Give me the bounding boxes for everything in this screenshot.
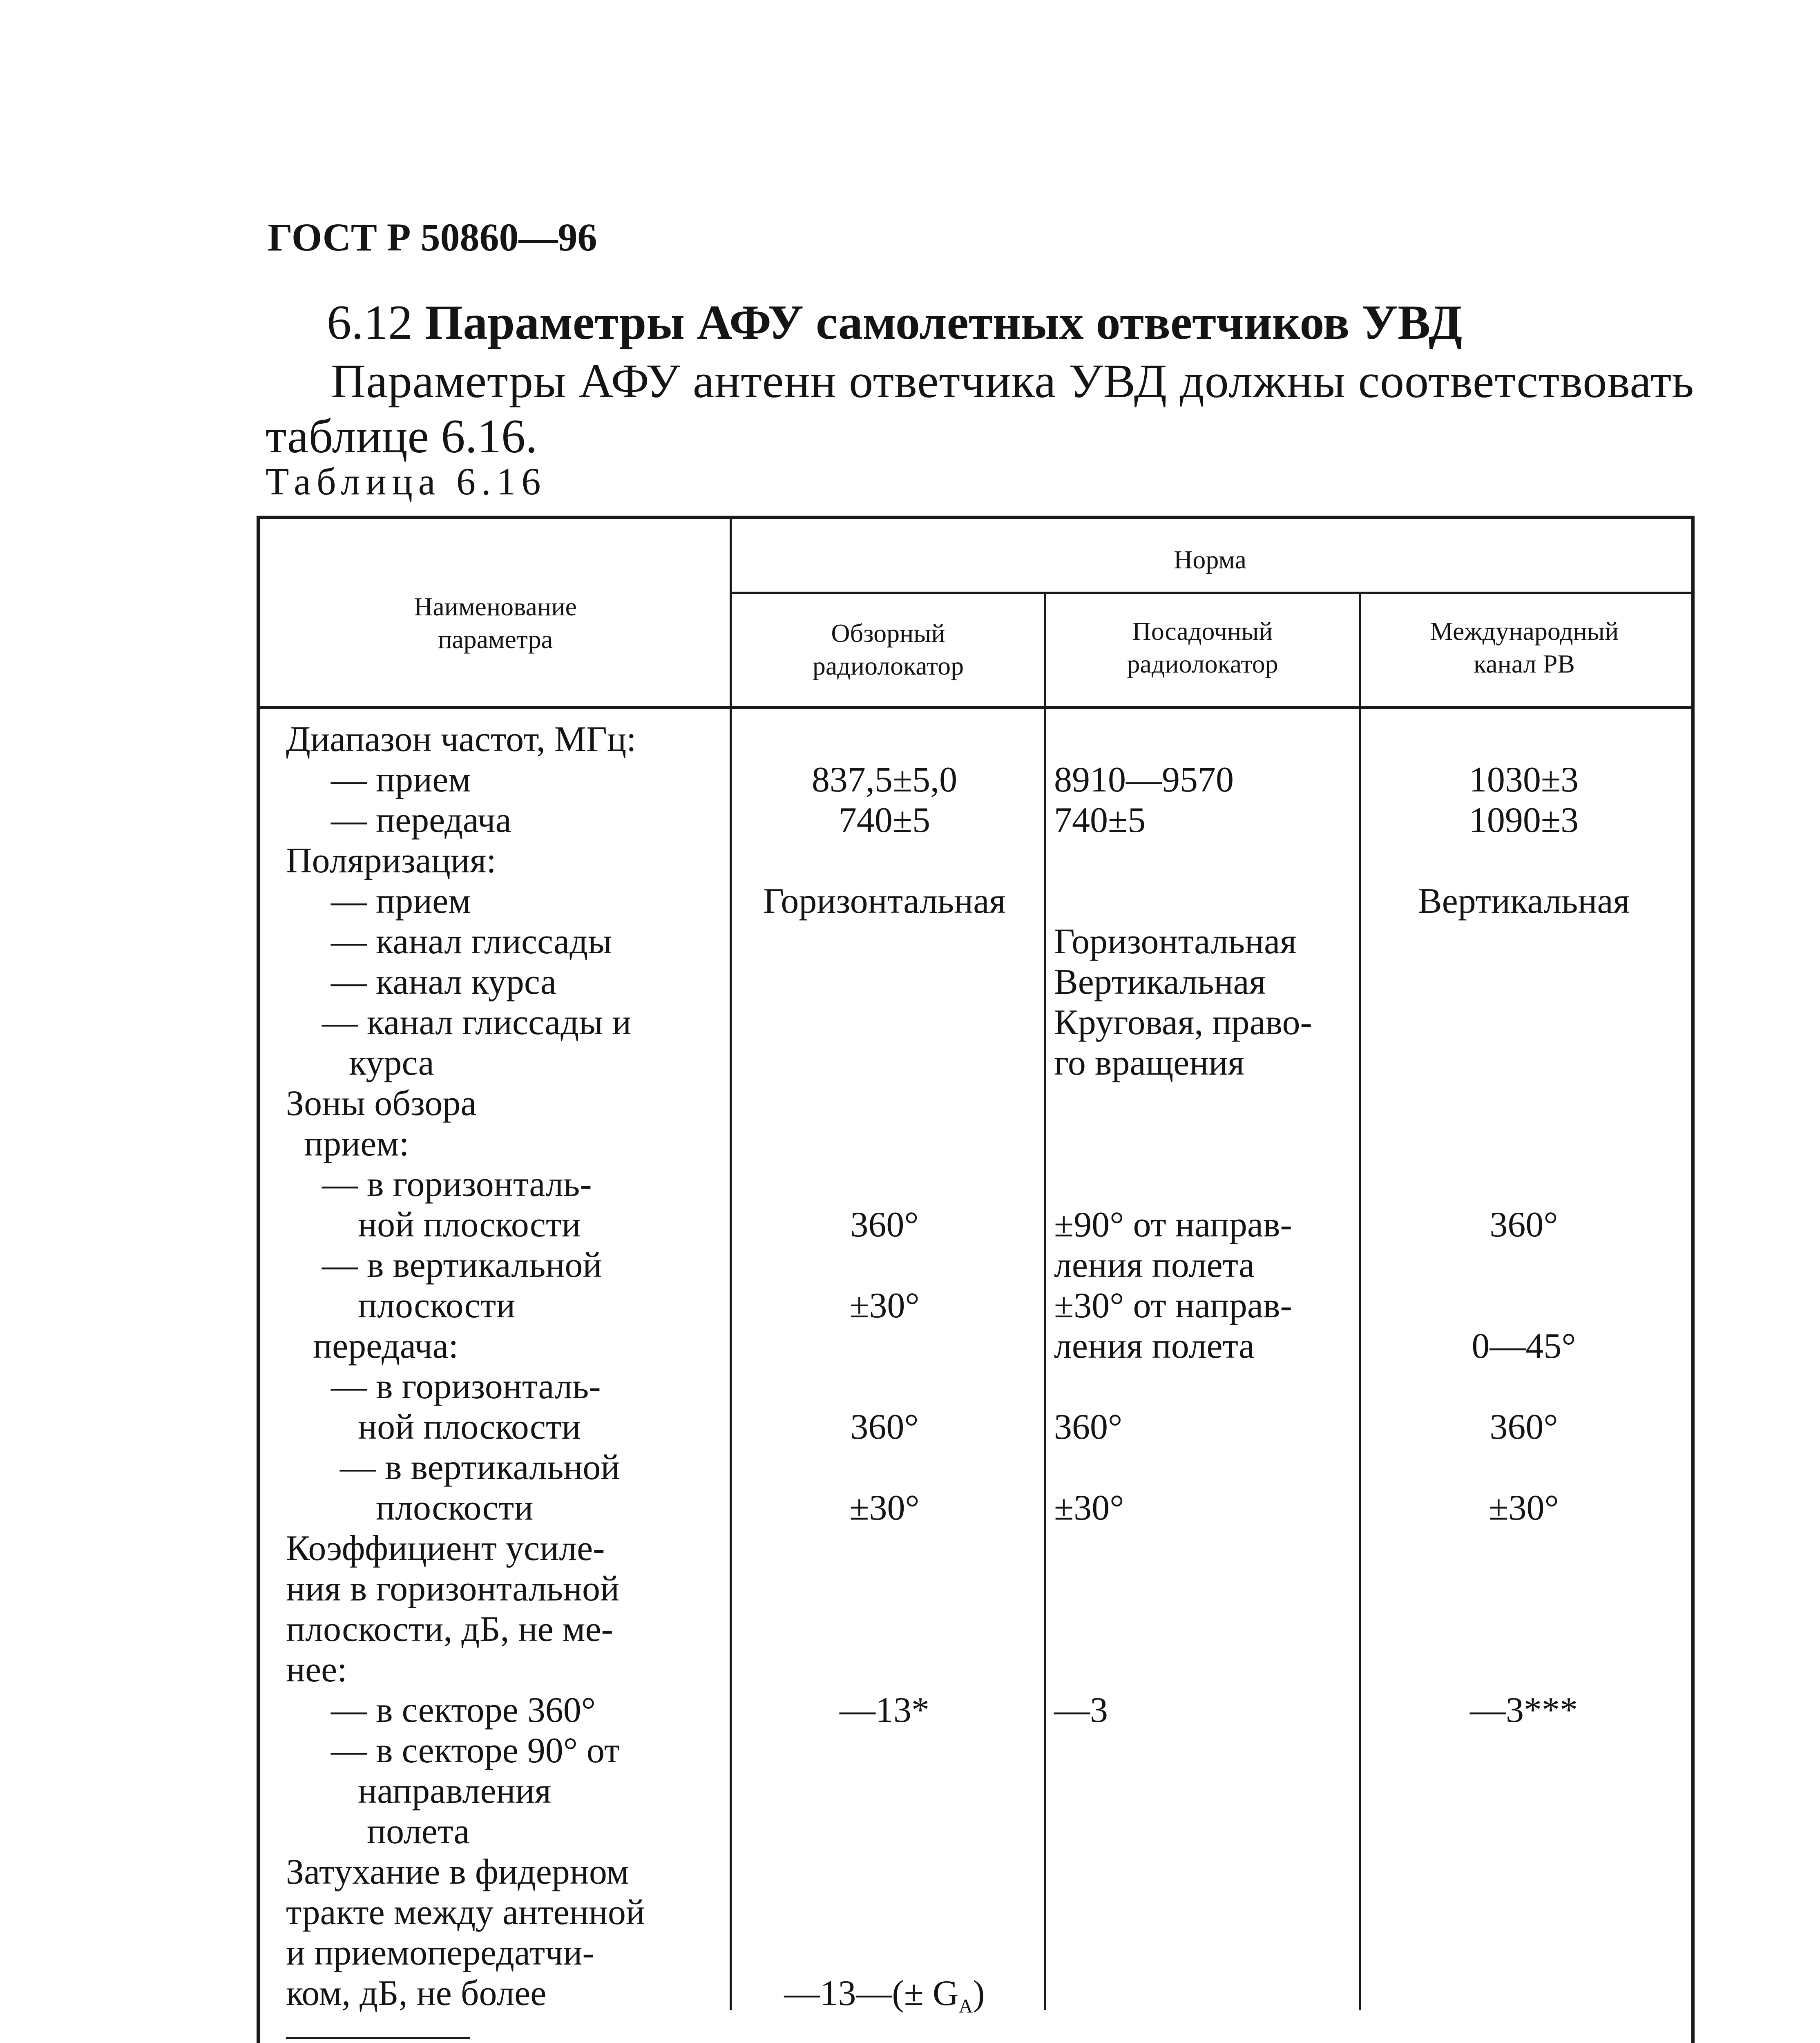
table-cell-p-22: плоскости, дБ, не ме- — [286, 1609, 613, 1649]
table-cell-c-29 — [1356, 1892, 1691, 1933]
table-cell-b-24: —3 — [1054, 1690, 1108, 1730]
table-cell-a-20 — [731, 1528, 1038, 1569]
table-cell-p-10: прием: — [286, 1124, 409, 1164]
table-cell-a-9 — [731, 1083, 1038, 1124]
intl-channel-column — [1356, 719, 1691, 2014]
table-cell-b-23 — [1054, 1650, 1356, 1690]
table-cell-b-8: го вращения — [1054, 1043, 1244, 1083]
table-cell-b-15: ления полета — [1054, 1326, 1255, 1366]
table-cell-a-17: 360° — [850, 1407, 919, 1447]
table-cell-a-8 — [731, 1043, 1038, 1083]
header-col-survey-radar: Обзорный радиолокатор — [812, 619, 964, 680]
table-cell-c-13 — [1356, 1245, 1691, 1285]
table-cell-c-23 — [1356, 1650, 1691, 1690]
header-norm: Норма — [1174, 545, 1246, 574]
table-cell-c-0 — [1356, 719, 1691, 760]
table-cell-p-28: Затухание в фидерном — [286, 1852, 629, 1892]
standard-code: ГОСТ Р 50860—96 — [268, 215, 597, 259]
table-cell-p-23: нее: — [286, 1650, 347, 1690]
table-cell-b-10 — [1054, 1124, 1356, 1164]
table-cell-p-15: передача: — [286, 1326, 459, 1366]
landing-radar-column — [1046, 719, 1356, 2014]
table-cell-p-11: — в горизонталь- — [286, 1165, 592, 1204]
table-cell-b-30 — [1054, 1933, 1356, 1973]
table-cell-c-18 — [1356, 1447, 1691, 1488]
table-cell-b-27 — [1054, 1811, 1356, 1852]
table-cell-c-10 — [1356, 1124, 1691, 1164]
param-column — [286, 719, 645, 2014]
table-cell-b-31 — [1054, 1973, 1356, 2014]
table-cell-b-13: ления полета — [1054, 1245, 1255, 1285]
table-cell-p-29: тракте между антенной — [286, 1893, 645, 1932]
table-cell-b-1: 8910—9570 — [1054, 760, 1234, 800]
table-cell-c-20 — [1356, 1528, 1691, 1569]
gain-subscript: А — [958, 1995, 973, 2017]
section-number: 6.12 — [327, 295, 425, 349]
table-cell-c-2: 1090±3 — [1469, 800, 1579, 840]
table-cell-a-31: —13—(± $G_А$) — [784, 1974, 985, 2017]
intro-text-line2: таблице 6.16. — [266, 409, 538, 463]
table-cell-c-31 — [1356, 1973, 1691, 2014]
table-cell-c-3 — [1356, 840, 1691, 881]
table-cell-a-26 — [731, 1771, 1038, 1811]
table-cell-c-26 — [1356, 1771, 1691, 1811]
section-heading — [327, 294, 1462, 351]
table-cell-c-16 — [1356, 1366, 1691, 1407]
table-cell-a-0 — [731, 719, 1038, 760]
table-cell-p-9: Зоны обзора — [286, 1084, 477, 1123]
table-cell-p-21: ния в горизонтальной — [286, 1569, 620, 1609]
table-cell-b-2: 740±5 — [1054, 800, 1146, 840]
table-cell-a-14: ±30° — [849, 1286, 920, 1325]
table-cell-p-2: — передача — [286, 800, 511, 840]
table-cell-c-24: —3*** — [1470, 1690, 1578, 1730]
table-cell-p-13: — в вертикальной — [286, 1245, 602, 1285]
table-cell-a-19: ±30° — [849, 1488, 920, 1528]
table-cell-a-11 — [731, 1164, 1038, 1205]
table-cell-c-7 — [1356, 1002, 1691, 1043]
table-cell-p-31: ком, дБ, не более — [286, 1974, 547, 2013]
table-cell-b-14: ±30° от направ- — [1054, 1286, 1292, 1325]
table-cell-b-11 — [1054, 1164, 1356, 1205]
header-col-landing-radar: Посадочный радиолокатор — [1127, 617, 1278, 678]
table-cell-b-21 — [1054, 1569, 1356, 1609]
table-cell-a-16 — [731, 1366, 1038, 1407]
table-cell-c-30 — [1356, 1933, 1691, 1973]
table-cell-c-5 — [1356, 921, 1691, 962]
table-cell-b-16 — [1054, 1366, 1356, 1407]
table-cell-p-12: ной плоскости — [286, 1205, 581, 1245]
table-cell-a-21 — [731, 1569, 1038, 1609]
section-title: Параметры АФУ самолетных ответчиков УВД — [425, 295, 1463, 349]
table-cell-a-30 — [731, 1933, 1038, 1973]
table-cell-c-8 — [1356, 1043, 1691, 1083]
table-cell-p-18: — в вертикальной — [286, 1448, 620, 1487]
table-cell-b-9 — [1054, 1083, 1356, 1124]
table-cell-p-24: — в секторе 360° — [286, 1690, 596, 1730]
table-cell-a-7 — [731, 1002, 1038, 1043]
table-cell-c-1: 1030±3 — [1469, 760, 1579, 800]
table-cell-c-14 — [1356, 1285, 1691, 1326]
table-cell-a-29 — [731, 1892, 1038, 1933]
table-cell-b-0 — [1054, 719, 1356, 760]
table-cell-a-3 — [731, 840, 1038, 881]
table-cell-b-6: Вертикальная — [1054, 962, 1266, 1002]
table-cell-p-25: — в секторе 90° от — [286, 1731, 620, 1770]
header-param: Наименование параметра — [414, 592, 577, 654]
table-cell-c-21 — [1356, 1569, 1691, 1609]
table-cell-b-19: ±30° — [1054, 1488, 1124, 1528]
table-cell-b-26 — [1054, 1771, 1356, 1811]
header-bottom-rule — [260, 706, 1691, 709]
table-cell-c-9 — [1356, 1083, 1691, 1124]
table-cell-b-3 — [1054, 840, 1356, 881]
table-caption: Таблица 6.16 — [266, 460, 547, 503]
table-cell-b-12: ±90° от направ- — [1054, 1205, 1292, 1245]
table-cell-p-14: плоскости — [286, 1286, 516, 1325]
table-cell-p-6: — канал курса — [286, 962, 557, 1002]
table-cell-a-24: —13* — [840, 1690, 929, 1730]
intro-text-line1: Параметры АФУ антенн ответчика УВД должны соответствовать — [331, 354, 1695, 408]
header-divider-norm — [731, 592, 1691, 594]
table-cell-p-8: курса — [286, 1043, 434, 1083]
table-cell-b-5: Горизонтальная — [1054, 922, 1297, 961]
table-cell-p-7: — канал глиссады и — [286, 1003, 632, 1042]
table-cell-a-12: 360° — [850, 1205, 919, 1245]
gain-close-bracket: ) — [973, 1974, 985, 2013]
table-cell-b-18 — [1054, 1447, 1356, 1488]
table-cell-p-20: Коэффициент усиле- — [286, 1529, 605, 1568]
table-cell-b-7: Круговая, право- — [1054, 1003, 1312, 1042]
header-col-intl-channel: Международный канал РВ — [1429, 617, 1619, 678]
table-cell-a-6 — [731, 962, 1038, 1002]
table-cell-p-17: ной плоскости — [286, 1407, 581, 1447]
table-cell-b-28 — [1054, 1852, 1356, 1892]
table-cell-c-25 — [1356, 1730, 1691, 1771]
table-cell-a-2: 740±5 — [838, 800, 931, 840]
table-cell-a-25 — [731, 1730, 1038, 1771]
table-cell-a-28 — [731, 1852, 1038, 1892]
table-cell-a-10 — [731, 1124, 1038, 1164]
table-cell-a-27 — [731, 1811, 1038, 1852]
table-cell-a-4: Горизонтальная — [763, 881, 1006, 921]
table-cell-c-27 — [1356, 1811, 1691, 1852]
table-cell-a-15 — [731, 1326, 1038, 1366]
table-cell-c-4: Вертикальная — [1418, 881, 1630, 921]
table-cell-p-0: Диапазон частот, МГц: — [286, 720, 636, 759]
table-cell-a-22 — [731, 1609, 1038, 1650]
table-cell-a-1: 837,5±5,0 — [811, 760, 958, 800]
table-cell-b-20 — [1054, 1528, 1356, 1569]
table-cell-c-15: 0—45° — [1472, 1326, 1576, 1366]
table-cell-c-6 — [1356, 962, 1691, 1002]
survey-radar-column — [731, 719, 1038, 2017]
table-cell-a-18 — [731, 1447, 1038, 1488]
table-cell-c-22 — [1356, 1609, 1691, 1650]
table-cell-c-17: 360° — [1489, 1407, 1558, 1447]
footnote-rule — [286, 2037, 470, 2039]
table-cell-p-30: и приемопередатчи- — [286, 1933, 594, 1973]
table-cell-p-5: — канал глиссады — [286, 922, 612, 961]
table-cell-p-3: Поляризация: — [286, 841, 496, 881]
table-cell-c-28 — [1356, 1852, 1691, 1892]
table-cell-c-11 — [1356, 1164, 1691, 1205]
table-cell-c-12: 360° — [1489, 1205, 1558, 1245]
table-cell-p-27: полета — [286, 1812, 470, 1851]
table-cell-a-5 — [731, 921, 1038, 962]
table-cell-b-17: 360° — [1054, 1407, 1123, 1447]
table-cell-b-25 — [1054, 1730, 1356, 1771]
table-cell-p-4: — прием — [286, 881, 471, 921]
table-cell-c-19: ±30° — [1489, 1488, 1559, 1528]
table-cell-p-16: — в горизонталь- — [286, 1367, 601, 1406]
table-cell-a-23 — [731, 1650, 1038, 1690]
table-cell-b-4 — [1054, 881, 1356, 921]
table-cell-p-19: плоскости — [286, 1488, 534, 1528]
table-cell-b-22 — [1054, 1609, 1356, 1650]
table-cell-a-13 — [731, 1245, 1038, 1285]
table-cell-p-1: — прием — [286, 760, 471, 800]
table-cell-p-26: направления — [286, 1771, 552, 1811]
table-cell-b-29 — [1054, 1892, 1356, 1933]
